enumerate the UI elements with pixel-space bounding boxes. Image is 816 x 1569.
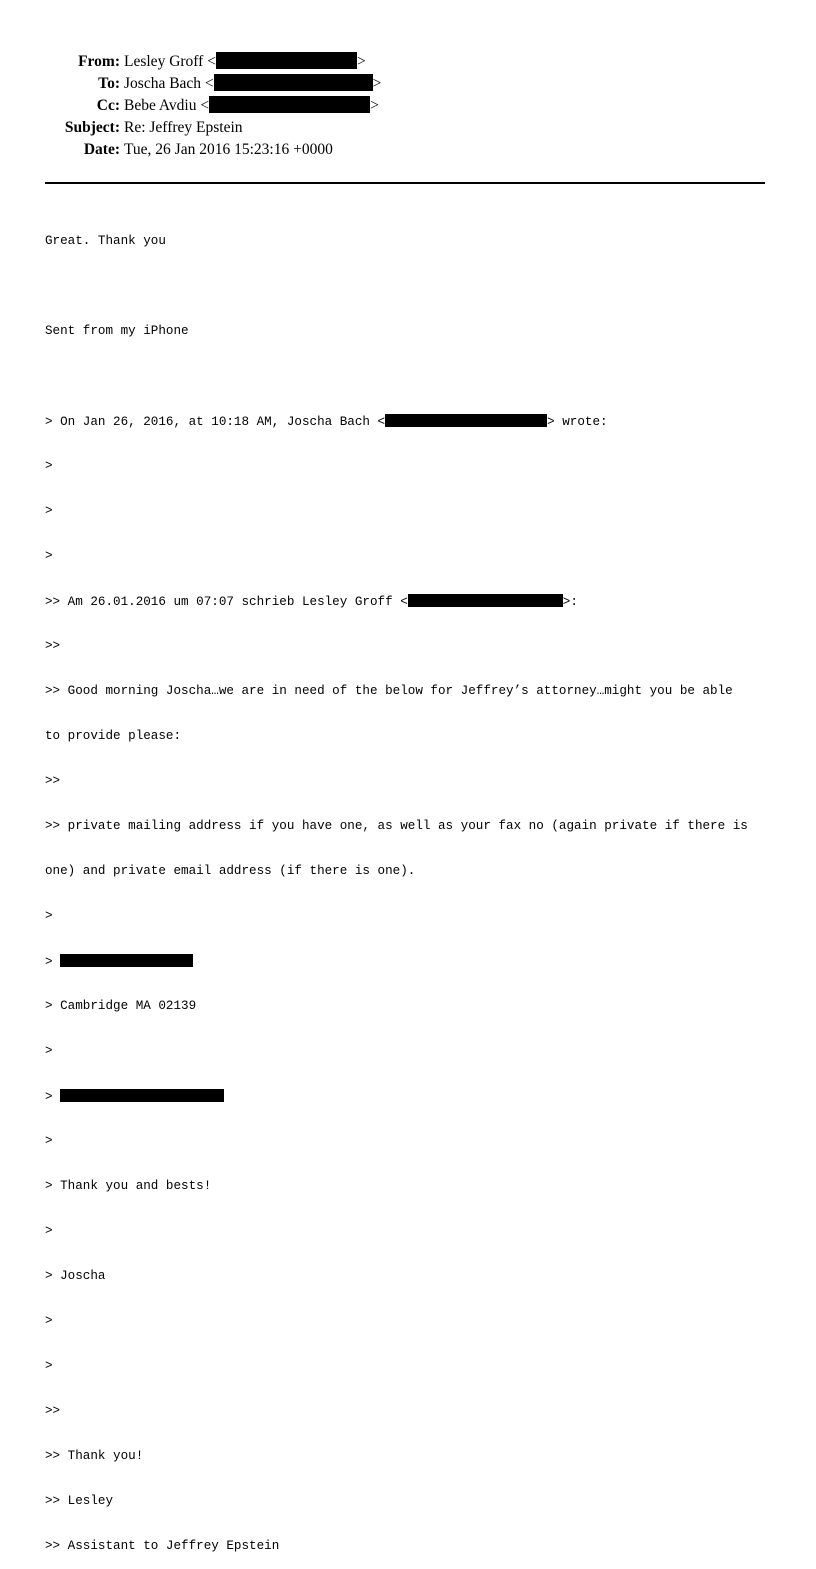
redaction-block	[408, 594, 563, 607]
to-row	[0, 73, 816, 95]
body-line: >	[45, 1314, 53, 1328]
quote-prefix: >	[45, 1090, 61, 1104]
from-label: From:	[78, 53, 120, 70]
from-name: Lesley Groff <	[124, 53, 216, 70]
date-row	[0, 139, 816, 161]
header-divider	[45, 182, 765, 184]
cc-row	[0, 95, 816, 117]
cc-close: >	[370, 97, 379, 114]
redaction-block	[385, 414, 547, 427]
body-line: >>	[45, 774, 61, 788]
redaction-block	[209, 96, 370, 113]
body-line	[45, 369, 775, 384]
to-close: >	[372, 75, 382, 92]
body-line: >>	[45, 1404, 61, 1418]
date-value: Tue, 26 Jan 2016 15:23:16 +0000	[124, 141, 333, 158]
redaction-block	[214, 74, 373, 91]
body-line: Great. Thank you	[45, 234, 166, 248]
body-line	[45, 594, 775, 609]
body-line: >> Assistant to Jeffrey Epstein	[45, 1539, 280, 1553]
body-line: > Thank you and bests!	[45, 1179, 212, 1193]
subject-label: Subject:	[64, 119, 120, 136]
quote-attribution-end: > wrote:	[547, 415, 608, 429]
body-line: >	[45, 549, 53, 563]
email-body	[45, 204, 775, 1569]
body-line: >	[45, 504, 53, 518]
cc-name: Bebe Avdiu <	[124, 97, 210, 114]
body-line: >	[45, 909, 53, 923]
subject-row	[0, 117, 816, 139]
body-line: >	[45, 1044, 53, 1058]
body-line: >>	[45, 639, 61, 653]
to-label: To:	[98, 75, 120, 92]
body-line	[45, 414, 775, 429]
redaction-block	[60, 1089, 224, 1102]
cc-value	[124, 95, 379, 117]
quote-attribution-end: >:	[562, 595, 578, 609]
body-line: > Cambridge MA 02139	[45, 999, 197, 1013]
quote-attribution: > On Jan 26, 2016, at 10:18 AM, Joscha Bach <	[45, 415, 386, 429]
quote-attribution: >> Am 26.01.2016 um 07:07 schrieb Lesley Groff <	[45, 595, 408, 609]
from-value	[124, 51, 366, 73]
body-line: > Joscha	[45, 1269, 106, 1283]
from-close: >	[356, 53, 366, 70]
date-label: Date:	[83, 141, 120, 158]
quote-prefix: >	[45, 955, 61, 969]
body-line	[45, 954, 775, 969]
body-line	[45, 279, 775, 294]
redaction-block	[216, 52, 357, 69]
to-name: Joscha Bach <	[124, 75, 214, 92]
body-line: one) and private email address (if there is one).	[45, 864, 416, 878]
body-line: >> Thank you!	[45, 1449, 144, 1463]
cc-label: Cc:	[96, 97, 120, 114]
body-line: >> Lesley	[45, 1494, 114, 1508]
body-line: to provide please:	[45, 729, 182, 743]
redaction-block	[60, 954, 193, 967]
body-line: >	[45, 459, 53, 473]
body-line: >	[45, 1224, 53, 1238]
body-line	[45, 1089, 775, 1104]
subject-value: Re: Jeffrey Epstein	[124, 119, 243, 136]
body-line: >> Good morning Joscha…we are in need of the below for Jeffrey’s attorney…might you be able	[45, 684, 733, 698]
body-line: Sent from my iPhone	[45, 324, 189, 338]
body-line: >	[45, 1134, 53, 1148]
from-row	[0, 51, 816, 73]
body-line: >	[45, 1359, 53, 1373]
to-value	[124, 73, 381, 95]
body-line: >> private mailing address if you have one, as well as your fax no (again private if there is	[45, 819, 748, 833]
email-header	[0, 51, 816, 161]
